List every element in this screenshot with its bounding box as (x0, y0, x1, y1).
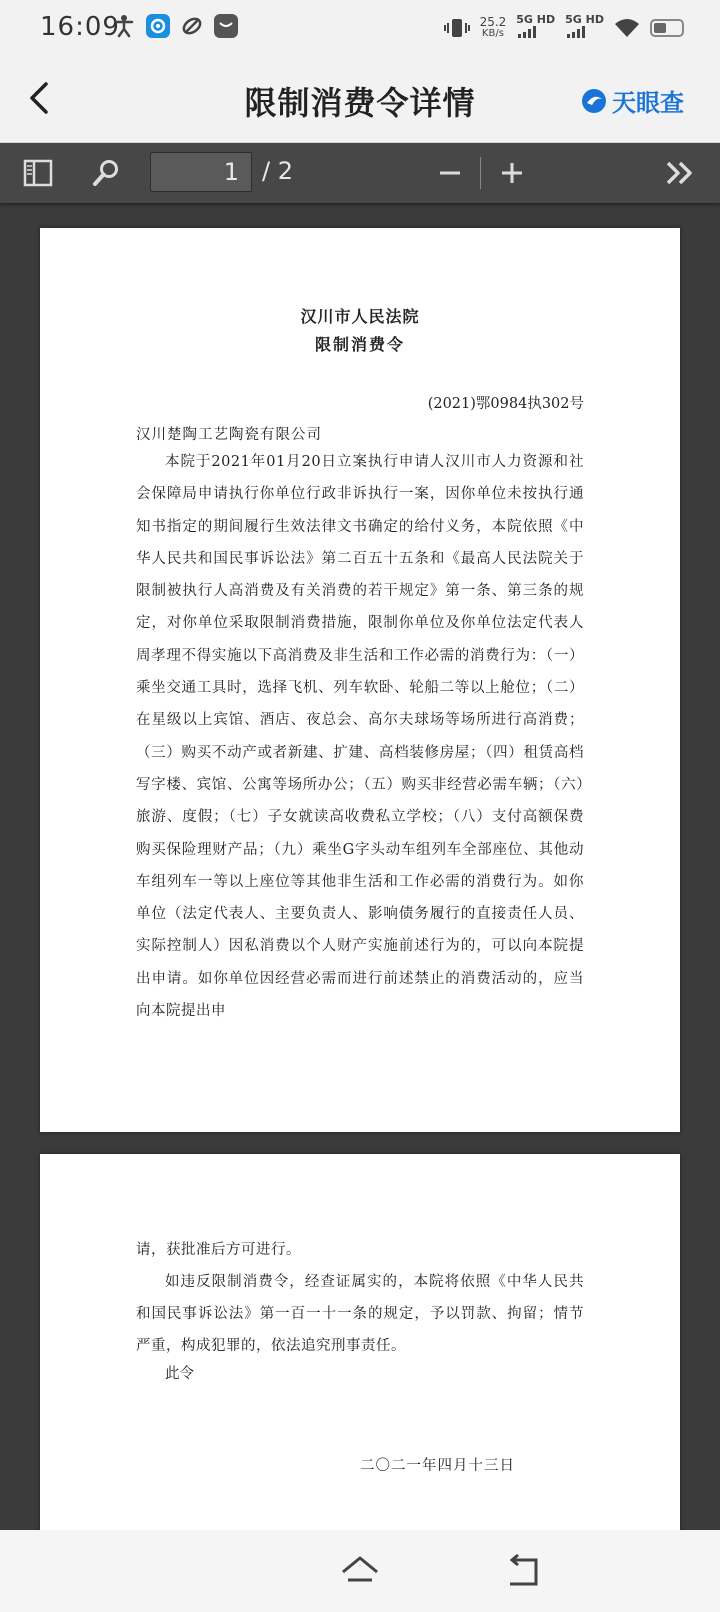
sync-app-icon (180, 14, 204, 38)
party-name: 汉川楚陶工艺陶瓷有限公司 (136, 427, 322, 443)
order-closing: 此令 (165, 1366, 194, 1382)
zoom-out-button[interactable] (430, 153, 470, 193)
minus-icon (438, 161, 462, 185)
document-page-1 (40, 228, 680, 1132)
mail-app-icon (214, 14, 238, 38)
toolbar-divider (480, 157, 481, 189)
app-header (0, 56, 720, 143)
accessibility-icon (112, 14, 136, 38)
document-name: 限制消费令 (314, 335, 405, 354)
court-name: 汉川市人民法院 (300, 307, 420, 326)
battery-level (654, 23, 666, 33)
double-chevron-right-icon (664, 159, 696, 187)
brand-name: 天眼查 (612, 89, 684, 117)
page-title: 限制消费令详情 (244, 84, 476, 122)
document-page-2 (40, 1154, 680, 1554)
signal-1: 5G HD (516, 14, 555, 41)
signal-2: 5G HD (565, 14, 604, 41)
notification-icons (112, 14, 238, 38)
home-icon (338, 1552, 382, 1592)
plus-icon (500, 161, 524, 185)
system-nav-bar (0, 1530, 720, 1612)
sidebar-icon (23, 159, 53, 187)
system-indicators (444, 14, 684, 41)
page-number-input[interactable]: 1 (150, 152, 252, 192)
tianyancha-logo-icon (580, 87, 608, 115)
home-button[interactable] (338, 1552, 382, 1592)
status-time: 16:09 (40, 12, 120, 42)
signal-bars-icon (567, 26, 585, 38)
app-notification-icon (146, 14, 170, 38)
more-tools-button[interactable] (660, 153, 700, 193)
document-body: 本院于2021年01月20日立案执行申请人汉川市人力资源和社会保障局申请执行你单位行政非诉执行一案，因你单位未按执行通知书指定的期间履行生效法律文书确定的给付义务，本院依照《中华人民共和国民事诉讼法》第二百五十五条和《最高人民法院关于限制被执行人高消费及有关消费的若干规定》第一条、第三条的规定，对你单位采取限制消费措施，限制你单位及你单位法定代表人周孝理不得实施以下高消费及非生活和工作必需的消费行为：（一）乘坐交通工具时，选择飞机、列车软卧、轮船二等以上舱位；（二）在星级以上宾馆、酒店、夜总会、高尔夫球场等场所进行高消费；（三）购买不动产或者新建、扩建、高档装修房屋；（四）租赁高档写字楼、宾馆、公寓等场所办公；（五）购买非经营必需车辆；（六）旅游、度假；（七）子女就读高收费私立学校；（八）支付高额保费购买保险理财产品；（九）乘坐G字头动车组列车全部座位、其他动车组列车一等以上座位等其他非生活和工作必需的消费行为。如你单位（法定代表人、主要负责人、影响债务履行的直接责任人员、实际控制人）因私消费以个人财产实施前述行为的，可以向本院提出申请。如你单位因经营必需而进行前述禁止的消费活动的，应当向本院提出申 (136, 454, 584, 1020)
zoom-in-button[interactable] (492, 153, 532, 193)
search-icon (91, 158, 121, 188)
penalty-paragraph: 如违反限制消费令，经查证属实的，本院将依照《中华人民共和国民事诉讼法》第一百一十一条的规定，予以罚款、拘留；情节严重，构成犯罪的，依法追究刑事责任。 (136, 1274, 584, 1354)
pdf-toolbar (0, 143, 720, 203)
search-button[interactable] (86, 153, 126, 193)
body-continuation: 请，获批准后方可进行。 (136, 1242, 301, 1258)
page-count: / 2 (262, 157, 293, 185)
brand-logo (580, 83, 684, 118)
status-bar (0, 0, 720, 56)
signal-bars-icon (518, 26, 536, 38)
document-date: 二〇二一年四月十三日 (360, 1458, 515, 1474)
network-speed: 25.2 KB/s (479, 14, 507, 39)
case-number: (2021)鄂0984执302号 (427, 396, 584, 412)
battery-icon (650, 19, 684, 37)
wifi-icon (614, 18, 640, 38)
return-icon (500, 1552, 544, 1592)
back-nav-button[interactable] (500, 1552, 544, 1592)
vibrate-icon (444, 17, 470, 39)
sidebar-toggle-button[interactable] (18, 153, 58, 193)
